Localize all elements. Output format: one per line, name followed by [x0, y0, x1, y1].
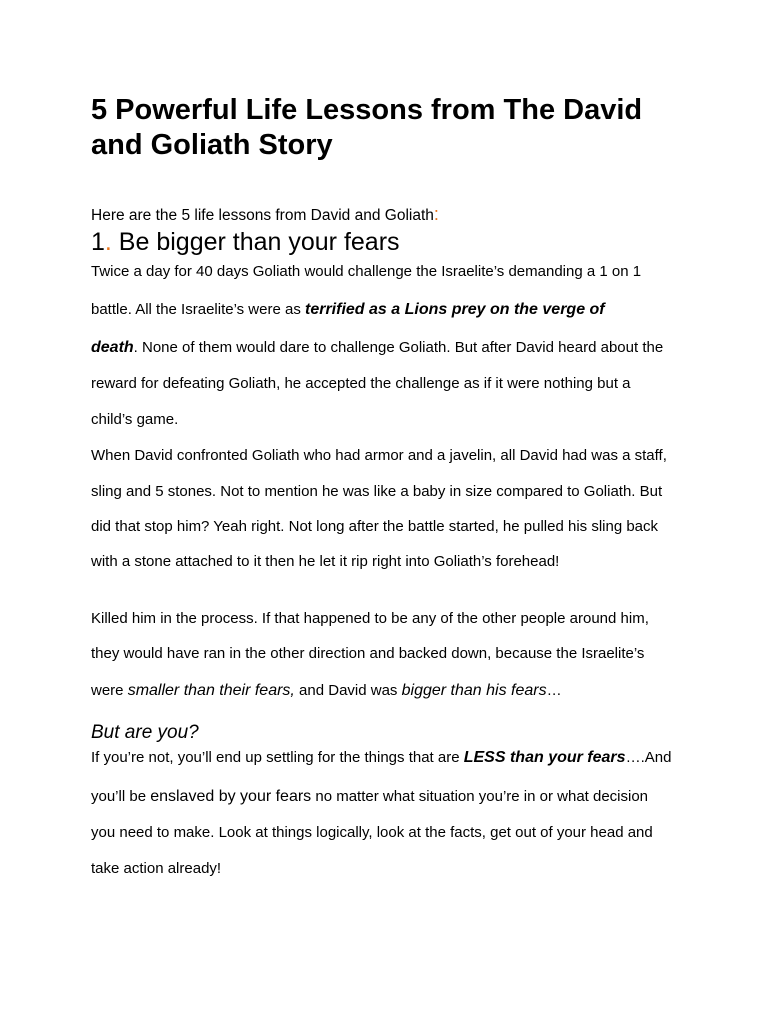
para4-line-1	[91, 749, 671, 767]
para4-line-4: take action already!	[91, 860, 222, 877]
lesson-1-dot: .	[104, 228, 112, 256]
para3-line-3	[91, 682, 562, 700]
lesson-1-heading	[91, 228, 400, 257]
para4-line-1-c: ….And	[625, 749, 672, 766]
para1-line-1: Twice a day for 40 days Goliath would challenge the Israelite’s demanding a 1 on 1	[91, 263, 642, 280]
emphasis-terrified: terrified as a Lions prey on the verge of	[305, 301, 605, 318]
para2-line-1: When David confronted Goliath who had armor and a javelin, all David had was a staff,	[91, 447, 667, 464]
para2-line-2: sling and 5 stones. Not to mention he was like a baby in size compared to Goliath. But	[91, 483, 663, 500]
para2-line-3: did that stop him? Yeah right. Not long after the battle started, he pulled his sling back	[91, 518, 659, 535]
para3-line-3-e: …	[546, 682, 562, 699]
article-title-line-2: and Goliath Story	[91, 129, 333, 161]
intro-colon: :	[433, 204, 439, 224]
emphasis-smaller-than-fears: smaller than their fears,	[127, 682, 295, 699]
lesson-1-heading-text: Be bigger than your fears	[111, 228, 400, 256]
article-title-line-1: 5 Powerful Life Lessons from The David	[91, 94, 643, 126]
para1-line-5: child’s game.	[91, 411, 179, 428]
para3-line-3-c: and David was	[294, 682, 402, 699]
para2-line-4: with a stone attached to it then he let it rip right into Goliath’s forehead!	[91, 553, 560, 570]
para1-line-3-text: . None of them would dare to challenge Goliath. But after David heard about the	[133, 339, 664, 356]
lesson-1-number: 1	[91, 228, 105, 256]
para1-line-2-text: battle. All the Israelite’s were as	[91, 301, 305, 318]
para4-line-1-a: If you’re not, you’ll end up settling for the things that are	[91, 749, 464, 766]
para4-line-2-c: no matter what situation you’re in or what decision	[311, 788, 649, 805]
para4-line-2	[91, 788, 648, 806]
emphasis-bigger-than-fears: bigger than his fears	[401, 682, 547, 699]
para4-line-3: you need to make. Look at things logically, look at the facts, get out of your head and	[91, 824, 653, 841]
para3-line-2: they would have ran in the other direction and backed down, because the Israelite’s	[91, 645, 645, 662]
intro-sentence: Here are the 5 life lessons from David and Goliath	[91, 207, 434, 224]
emphasis-death: death	[91, 339, 134, 356]
para1-line-4: reward for defeating Goliath, he accepted the challenge as if it were nothing but a	[91, 375, 631, 392]
para3-line-3-a: were	[91, 682, 128, 699]
para3-line-1: Killed him in the process. If that happened to be any of the other people around him,	[91, 610, 649, 627]
para1-line-2	[91, 301, 605, 319]
emphasis-less-than-fears: LESS than your fears	[463, 749, 626, 766]
emphasis-enslaved: enslaved by your fears	[150, 788, 312, 805]
para1-line-3	[91, 339, 663, 357]
intro-text	[91, 204, 439, 225]
para4-line-2-a: you’ll be	[91, 788, 151, 805]
subheading-but-are-you: But are you?	[91, 722, 199, 743]
